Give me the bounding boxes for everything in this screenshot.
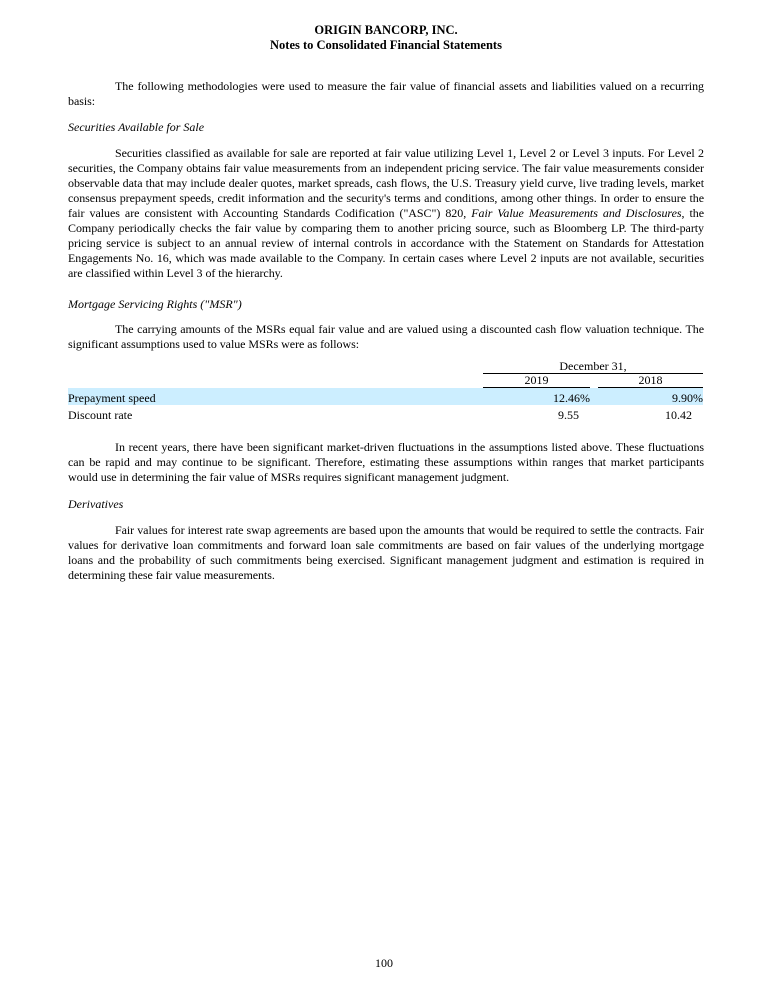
document-title: Notes to Consolidated Financial Statements: [270, 38, 502, 52]
row-label: Prepayment speed: [68, 388, 483, 406]
section-heading-securities: Securities Available for Sale: [68, 120, 205, 134]
document-content: [0, 23, 768, 583]
table-year-header-row: [68, 374, 703, 388]
column-header-2018: 2018: [598, 374, 703, 388]
document-header: [68, 23, 704, 53]
securities-text-before: Securities classified as available for sale are reported at fair value utilizing Level 1, Level 2 or Level 3 inputs. For Level 2 securities, the Company obtains fair value measurements from an independent pricing service. The fair value measurements consider observable data that may include dealer quotes, market spreads, cash flows, the U.S. Treasury yield curve, live trading levels, market consensus prepayment speeds, credit information and the security's terms and conditions, among other things. In order to ensure the fair values are consistent with Accounting Standards Codification ("ASC") 820,: [68, 146, 704, 220]
column-gap: [590, 374, 598, 388]
empty-cell: [68, 374, 483, 388]
company-name: ORIGIN BANCORP, INC.: [314, 23, 458, 37]
cell-2019-value: 9.55: [558, 408, 579, 422]
securities-paragraph: [68, 146, 704, 281]
msr-followup-paragraph: In recent years, there have been significant market-driven fluctuations in the assumptions listed above. These fluctuations can be rapid and may continue to be significant. Therefore, estimating these assumptions within ranges that market participants would use in determining the fair value of MSRs requires significant management judgment.: [68, 440, 704, 484]
section-heading-msr: Mortgage Servicing Rights ("MSR"): [68, 297, 242, 311]
page-number: 100: [375, 956, 393, 970]
cell-2018-value: 9.90%: [598, 388, 703, 406]
table-group-header: December 31,: [483, 360, 703, 374]
msr-intro-paragraph: The carrying amounts of the MSRs equal fair value and are valued using a discounted cash flow valuation technique. The significant assumptions used to value MSRs were as follows:: [68, 322, 704, 351]
table-row-prepayment-speed: [68, 388, 703, 406]
row-label: Discount rate: [68, 408, 133, 422]
cell-2018-value: 10.42: [665, 408, 692, 422]
msr-assumptions-table: [68, 360, 703, 422]
empty-cell: [68, 360, 483, 374]
cell-2019-value: 12.46%: [483, 388, 590, 406]
table-group-header-row: [68, 360, 703, 374]
section-heading-derivatives: Derivatives: [68, 497, 124, 511]
securities-italic-phrase: Fair Value Measurements and Disclosures: [471, 206, 682, 220]
derivatives-paragraph: Fair values for interest rate swap agreements are based upon the amounts that would be required to settle the contracts. Fair values for derivative loan commitments and forward loan sale commitments are based on fair values of the underlying mortgage loans and the probability of such commitments being exercised. Significant management judgment and estimation is required in determining these fair value measurements.: [68, 523, 704, 582]
column-gap: [590, 388, 598, 406]
securities-text-after: , the Company periodically checks the fair value by comparing them to another pricing source, such as Bloomberg LP. The third-party pricing service is subject to an annual review of internal controls in accordance with the Statement on Standards for Attestation Engagements No. 16, which was made available to the Company. In certain cases where Level 2 inputs are not available, securities are classified within Level 3 of the hierarchy.: [68, 206, 704, 280]
column-gap: [590, 405, 598, 422]
intro-paragraph: The following methodologies were used to measure the fair value of financial assets and liabilities valued on a recurring basis:: [68, 79, 704, 108]
table-row-discount-rate: [68, 405, 703, 422]
column-header-2019: 2019: [483, 374, 590, 388]
